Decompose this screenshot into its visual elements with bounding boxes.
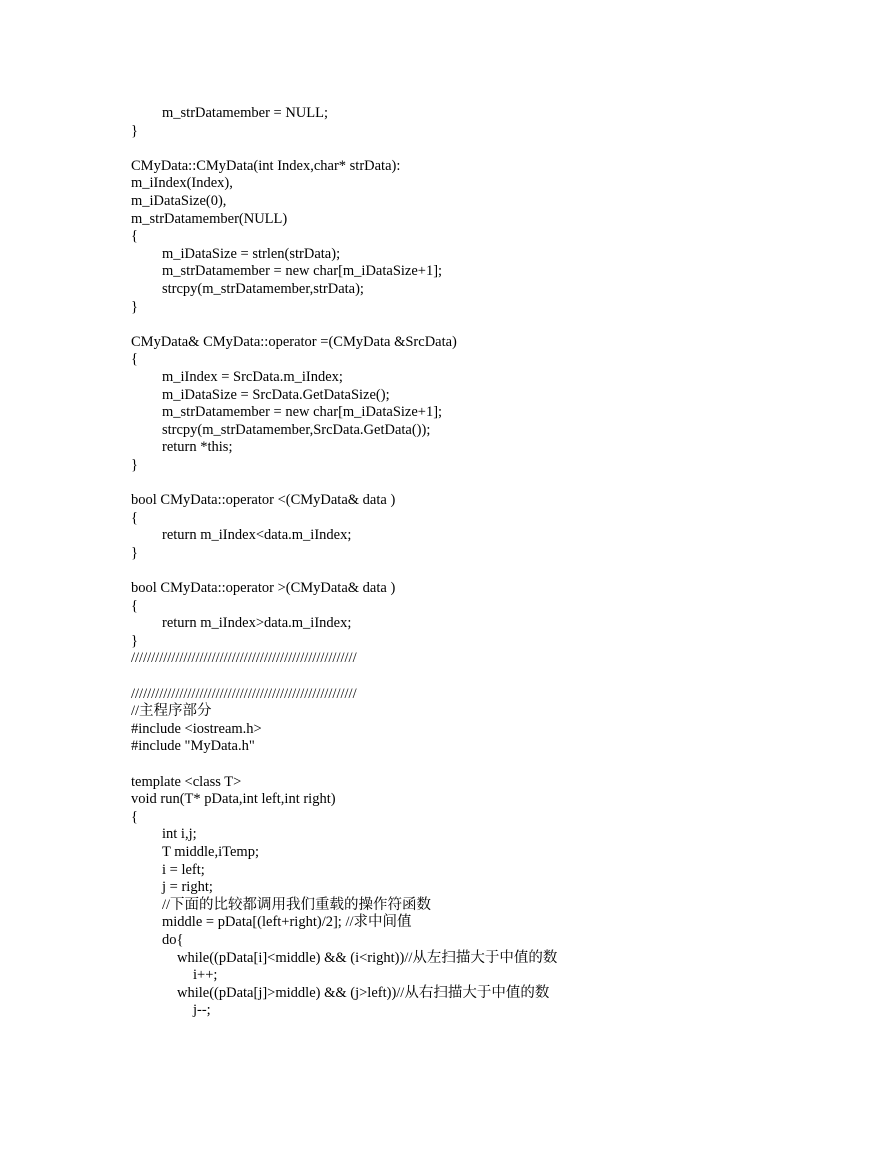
comment-divider: ////////////////////////////////////////////////////////	[131, 685, 357, 702]
code-line: CMyData& CMyData::operator =(CMyData &SrcData)	[131, 333, 457, 350]
blank-line	[131, 756, 557, 774]
code-line: return m_iIndex>data.m_iIndex;	[162, 615, 352, 632]
code-line: }	[131, 544, 138, 561]
code-line: m_iIndex(Index),	[131, 175, 233, 192]
code-listing	[131, 105, 557, 1020]
code-line: i++;	[193, 967, 218, 984]
code-line: return m_iIndex<data.m_iIndex;	[162, 527, 352, 544]
code-line: bool CMyData::operator <(CMyData& data )	[131, 492, 396, 509]
code-line: j--;	[193, 1002, 211, 1019]
code-line: #include "MyData.h"	[131, 738, 255, 755]
code-line: return *this;	[162, 439, 233, 456]
code-line: {	[131, 597, 138, 614]
code-line: strcpy(m_strDatamember,strData);	[162, 280, 364, 297]
comment-divider: ////////////////////////////////////////////////////////	[131, 650, 357, 667]
code-line: m_strDatamember = NULL;	[162, 105, 329, 121]
code-line: middle = pData[(left+right)/2]; //求中间值	[162, 914, 412, 931]
code-line: {	[131, 808, 138, 825]
code-line: bool CMyData::operator >(CMyData& data )	[131, 580, 396, 597]
code-line: strcpy(m_strDatamember,SrcData.GetData());	[162, 421, 431, 438]
code-line: while((pData[j]>middle) && (j>left))//从右扫描大于中值的数	[177, 984, 550, 1001]
code-line: m_iDataSize = SrcData.GetDataSize();	[162, 386, 390, 403]
code-line: void run(T* pData,int left,int right)	[131, 791, 336, 808]
code-line: {	[131, 351, 138, 368]
code-comment: //主程序部分	[131, 703, 212, 720]
code-line: }	[131, 456, 138, 473]
code-line: j = right;	[162, 879, 213, 896]
code-line: T middle,iTemp;	[162, 843, 259, 860]
code-line: m_iIndex = SrcData.m_iIndex;	[162, 368, 343, 385]
code-line: template <class T>	[131, 773, 242, 790]
code-line: do{	[162, 931, 184, 948]
code-line: m_strDatamember(NULL)	[131, 210, 288, 227]
code-line: #include <iostream.h>	[131, 720, 262, 737]
code-line: m_strDatamember = new char[m_iDataSize+1];	[162, 404, 443, 421]
code-line: }	[131, 298, 138, 315]
code-line: {	[131, 509, 138, 526]
code-line: int i,j;	[162, 826, 197, 843]
code-line: m_iDataSize = strlen(strData);	[162, 245, 341, 262]
code-line: i = left;	[162, 861, 205, 878]
blank-line	[131, 316, 557, 334]
blank-line	[131, 474, 557, 492]
code-line: {	[131, 228, 138, 245]
code-line: while((pData[i]<middle) && (i<right))//从左扫描大于中值的数	[177, 949, 558, 966]
code-line: }	[131, 632, 138, 649]
code-line: CMyData::CMyData(int Index,char* strData):	[131, 157, 401, 174]
code-line: m_strDatamember = new char[m_iDataSize+1];	[162, 263, 443, 280]
blank-line	[131, 140, 557, 158]
code-line: }	[131, 122, 138, 139]
code-comment: //下面的比较都调用我们重载的操作符函数	[162, 896, 432, 913]
blank-line	[131, 562, 557, 580]
blank-line	[131, 668, 557, 686]
code-line: m_iDataSize(0),	[131, 192, 227, 209]
